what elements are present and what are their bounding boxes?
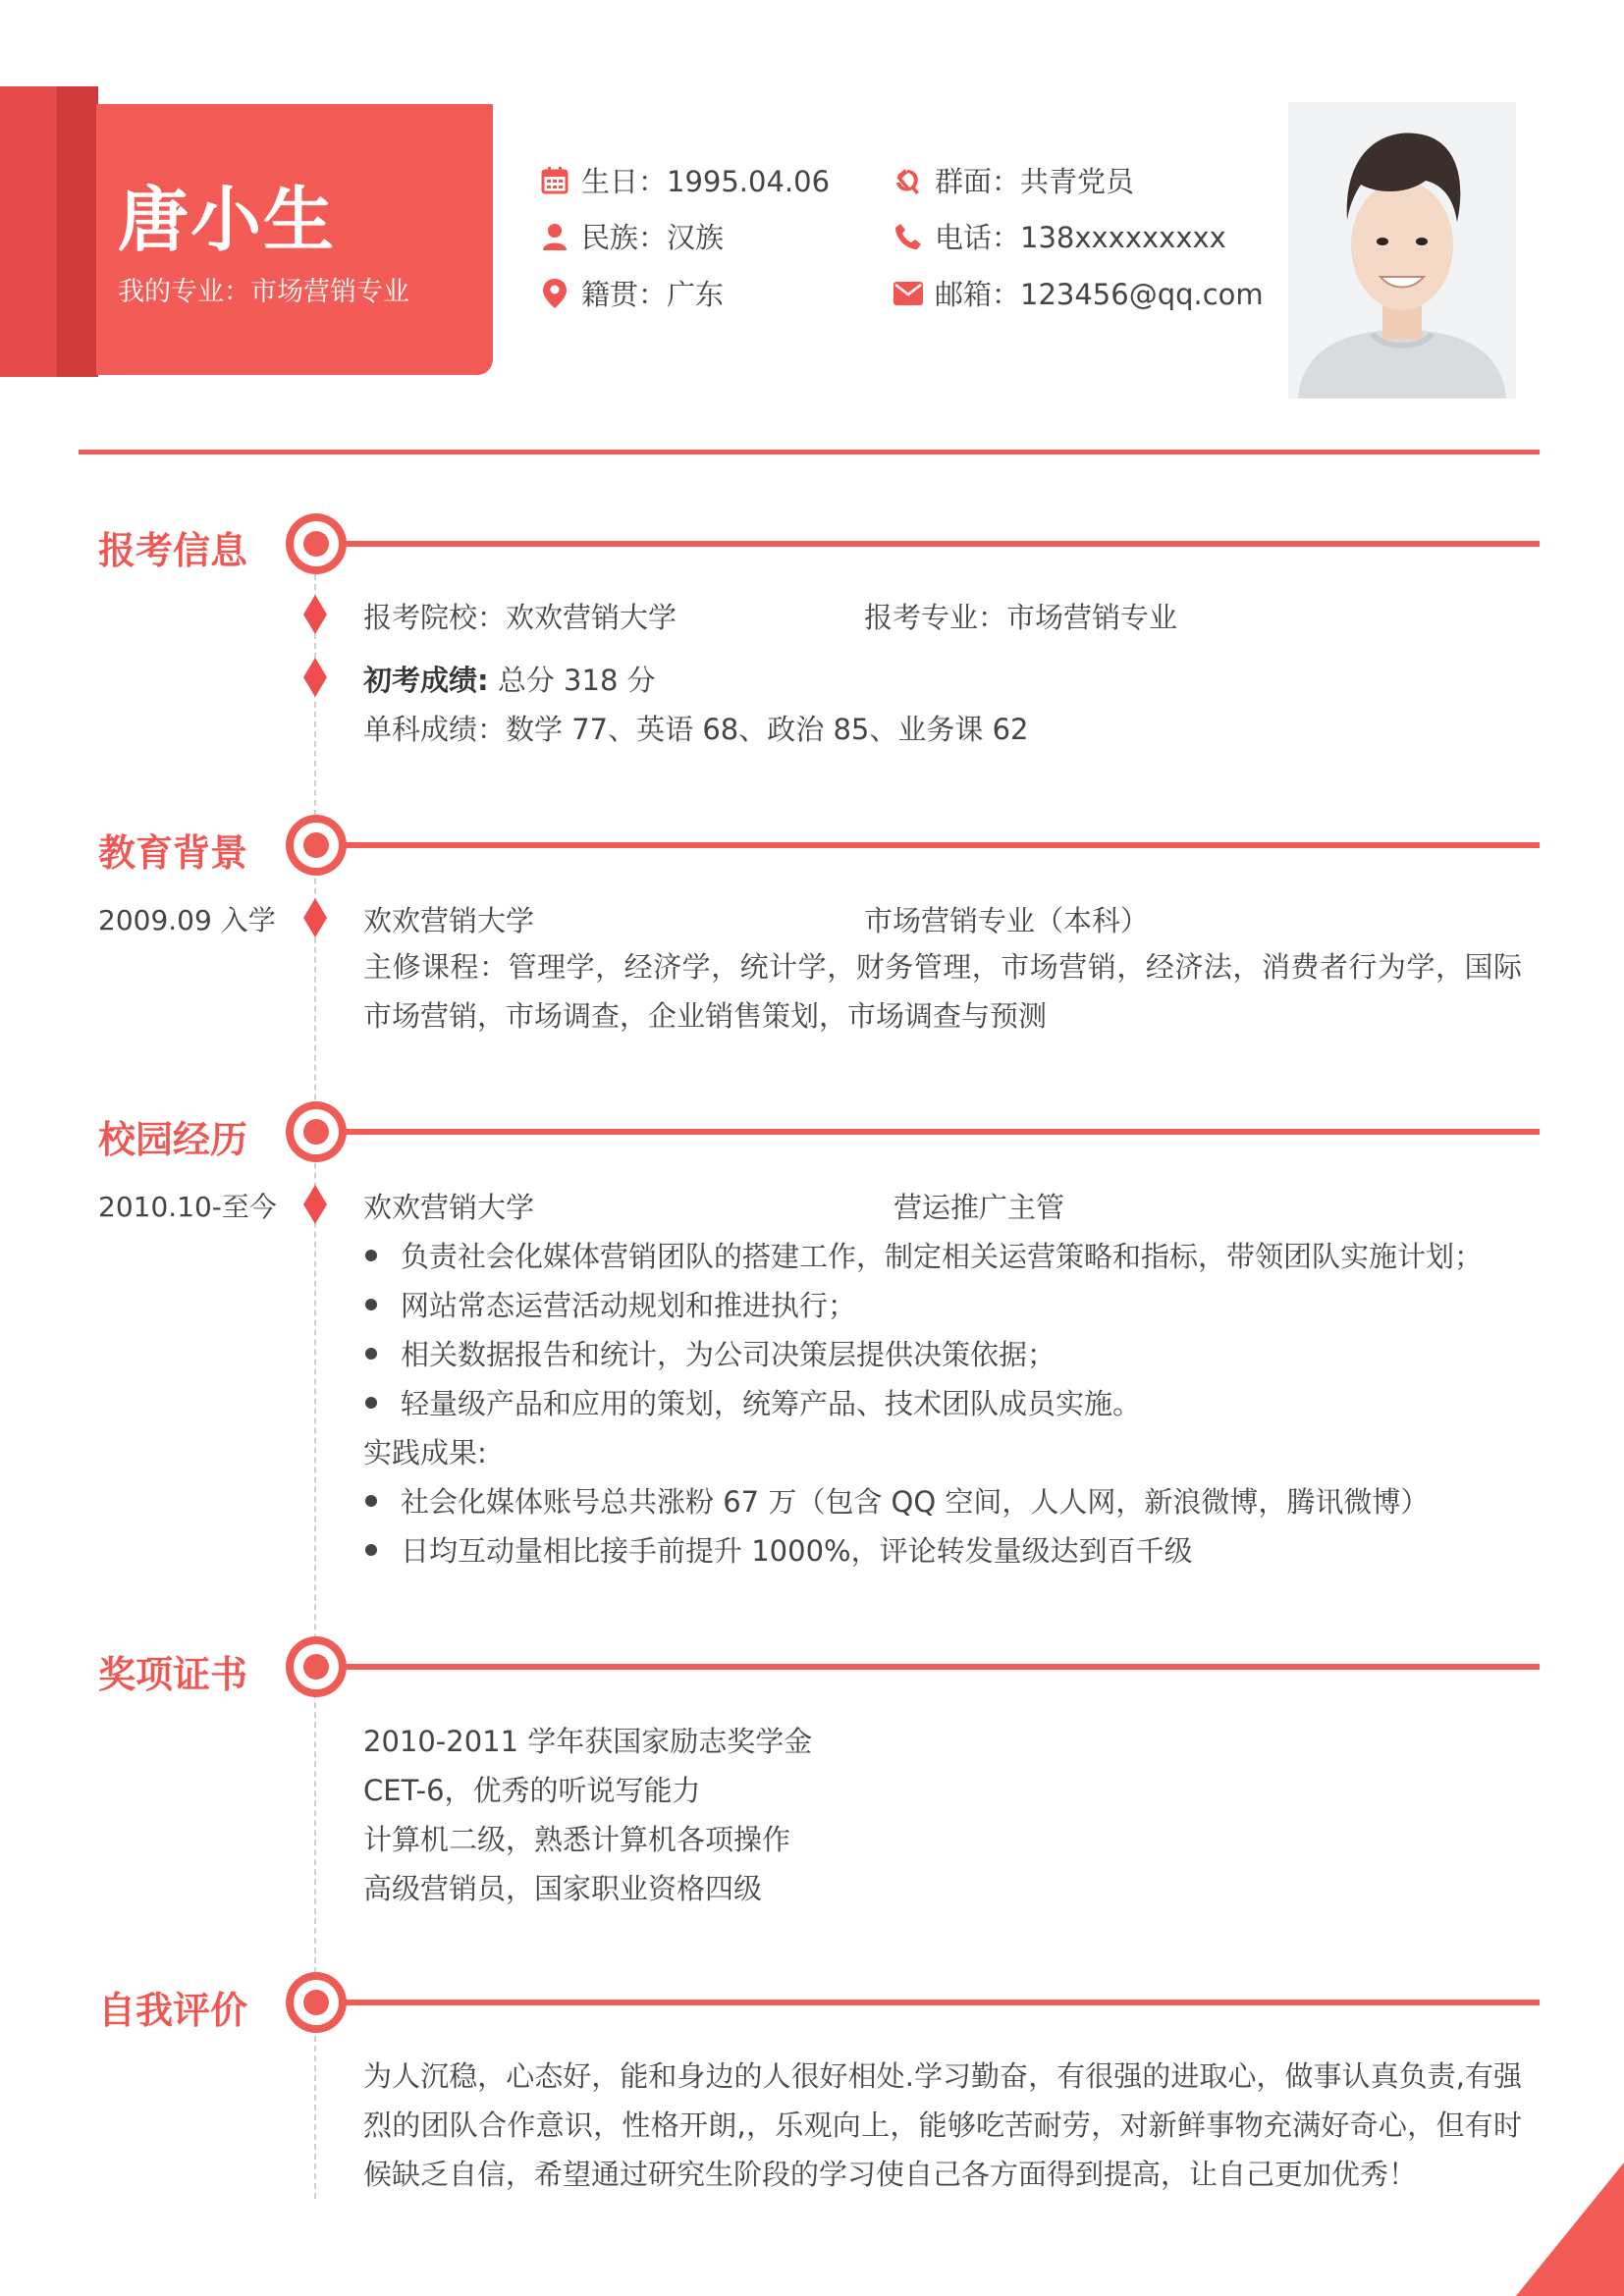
section-title-campus: 校园经历 xyxy=(98,1118,248,1161)
timeline-diamond xyxy=(303,898,327,937)
campus-result-item xyxy=(363,1480,1429,1521)
profile-photo xyxy=(1288,102,1516,399)
location-pin-icon xyxy=(540,278,569,309)
info-ethnicity xyxy=(540,216,724,256)
education-date: 2009.09 入学 xyxy=(98,904,276,936)
timeline-diamond xyxy=(303,1185,327,1224)
phone-icon xyxy=(893,221,923,252)
section-rule-self xyxy=(344,2000,1540,2005)
info-birthday-text: 生日：1995.04.06 xyxy=(581,165,831,198)
campus-date: 2010.10-至今 xyxy=(98,1191,277,1223)
campus-duty-text: 轻量级产品和应用的策划，统筹产品、技术团队成员实施。 xyxy=(401,1387,1142,1420)
calendar-icon xyxy=(540,165,569,196)
info-email-text: 邮箱：123456@qq.com xyxy=(935,278,1264,311)
campus-duty-item xyxy=(363,1235,1483,1275)
info-hometown xyxy=(540,273,724,313)
campus-result-text: 日均互动量相比接手前提升 1000%，评论转发量级达到百千级 xyxy=(401,1534,1193,1568)
campus-result-text: 社会化媒体账号总共涨粉 67 万（包含 QQ 空间，人人网，新浪微博，腾讯微博） xyxy=(401,1485,1430,1519)
campus-duty-text: 负责社会化媒体营销团队的搭建工作，制定相关运营策略和指标，带领团队实施计划； xyxy=(401,1240,1484,1273)
campus-duty-item xyxy=(363,1333,1056,1373)
campus-duty-item xyxy=(363,1284,856,1324)
bullet-dot xyxy=(365,1544,377,1556)
campus-duty-item xyxy=(363,1382,1141,1422)
section-title-education: 教育背景 xyxy=(98,831,248,875)
target-icon xyxy=(286,1972,347,2033)
info-politics-text: 群面：共青党员 xyxy=(935,165,1135,198)
info-hometown-text: 籍贯：广东 xyxy=(581,278,725,311)
target-icon xyxy=(286,1636,347,1697)
ribbon-fold-shade xyxy=(57,86,98,377)
campus-duty-text: 相关数据报告和统计，为公司决策层提供决策依据； xyxy=(401,1338,1056,1371)
education-school: 欢欢营销大学 xyxy=(363,904,535,937)
campus-role: 营运推广主管 xyxy=(893,1191,1065,1224)
education-courses: 主修课程：管理学，经济学，统计学，财务管理，市场营销，经济法，消费者行为学，国际市场营销，市场调查，企业销售策划，市场调查与预测 xyxy=(363,950,1522,1033)
ribbon-fold-back xyxy=(0,86,57,377)
section-title-exam: 报考信息 xyxy=(98,529,248,572)
envelope-icon xyxy=(893,278,923,309)
exam-score-label: 初考成绩: xyxy=(363,664,489,697)
award-item: 2010-2011 学年获国家励志奖学金 xyxy=(363,1725,813,1758)
info-birthday xyxy=(540,160,830,200)
self-evaluation-text: 为人沉稳，心态好，能和身边的人很好相处.学习勤奋，有很强的进取心，做事认真负责,有强烈的团队合作意识，性格开朗,，乐观向上，能够吃苦耐劳，对新鲜事物充满好奇心，但有时候缺乏自信，希望通过研究生阶段的学习使自己各方面得到提高，让自己更加优秀！ xyxy=(363,2059,1522,2191)
section-rule-awards xyxy=(344,1664,1540,1670)
campus-results-label: 实践成果: xyxy=(363,1436,487,1469)
person-icon xyxy=(540,221,569,252)
exam-subject-scores: 单科成绩：数学 77、英语 68、政治 85、业务课 62 xyxy=(363,713,1029,746)
corner-decoration xyxy=(1516,2163,1624,2296)
bullet-dot xyxy=(365,1250,377,1261)
timeline-diamond xyxy=(303,658,327,697)
exam-score-value: 总分 318 分 xyxy=(497,664,656,697)
section-rule-exam xyxy=(344,541,1540,547)
header-divider xyxy=(79,450,1540,454)
info-phone xyxy=(893,216,1226,256)
award-item: 高级营销员，国家职业资格四级 xyxy=(363,1872,763,1905)
candidate-name: 唐小生 xyxy=(118,179,337,261)
section-title-awards: 奖项证书 xyxy=(98,1653,248,1696)
target-icon xyxy=(286,513,347,574)
candidate-major: 我的专业：市场营销专业 xyxy=(118,277,409,307)
info-ethnicity-text: 民族：汉族 xyxy=(581,221,725,254)
target-icon xyxy=(286,1101,347,1162)
info-politics xyxy=(893,160,1134,200)
section-rule-campus xyxy=(344,1129,1540,1135)
exam-school: 报考院校：欢欢营销大学 xyxy=(363,601,677,634)
info-email xyxy=(893,273,1264,313)
bullet-dot xyxy=(365,1348,377,1360)
campus-org: 欢欢营销大学 xyxy=(363,1191,535,1224)
target-icon xyxy=(286,815,347,876)
exam-target-major: 报考专业：市场营销专业 xyxy=(864,601,1178,634)
info-phone-text: 电话：138xxxxxxxxx xyxy=(935,221,1226,254)
campus-duty-text: 网站常态运营活动规划和推进执行； xyxy=(401,1289,857,1322)
hammer-sickle-icon xyxy=(893,165,923,196)
award-item: CET-6，优秀的听说写能力 xyxy=(363,1774,701,1807)
bullet-dot xyxy=(365,1397,377,1409)
campus-result-item xyxy=(363,1529,1193,1570)
timeline-diamond xyxy=(303,595,327,634)
section-title-self: 自我评价 xyxy=(98,1989,248,2032)
bullet-dot xyxy=(365,1299,377,1310)
education-major: 市场营销专业（本科） xyxy=(864,904,1150,937)
exam-score-line xyxy=(363,659,656,699)
section-rule-education xyxy=(344,842,1540,848)
bullet-dot xyxy=(365,1495,377,1507)
award-item: 计算机二级，熟悉计算机各项操作 xyxy=(363,1823,791,1856)
